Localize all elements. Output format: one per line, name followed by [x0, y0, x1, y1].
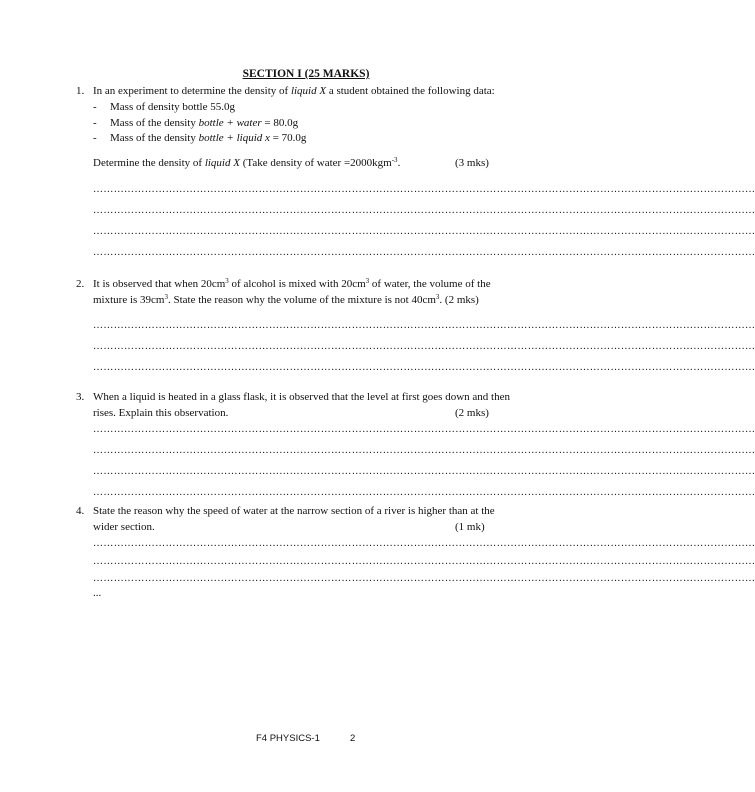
answer-line[interactable]: ………………………………………………………………………………………………………………………………………………………………………… [93, 205, 755, 216]
question-text: wider section. [93, 521, 155, 533]
answer-line[interactable]: ………………………………………………………………………………………………………………………………………………………………………… [93, 538, 755, 549]
bullet: - [93, 132, 97, 144]
question-text: It is observed that when $20cm^3$ of alcohol is mixed with $20cm^3$ of water, the volume of the [93, 277, 491, 290]
question-text: rises. Explain this observation. [93, 407, 229, 419]
question-number: 1. [76, 85, 85, 97]
question-text: When a liquid is heated in a glass flask, it is observed that the level at first goes down and then [93, 391, 510, 403]
question-text: In an experiment to determine the density of liquid X a student obtained the following data: [93, 85, 495, 97]
question-text: State the reason why the speed of water at the narrow section of a river is higher than at the [93, 505, 495, 517]
data-item: Mass of the density bottle + liquid x = 70.0g [110, 132, 307, 144]
answer-line[interactable]: ………………………………………………………………………………………………………………………………………………………………………… [93, 573, 755, 584]
bullet: - [93, 101, 97, 113]
question-number: 4. [76, 505, 85, 517]
answer-line[interactable]: ………………………………………………………………………………………………………………………………………………………………………… [93, 445, 755, 456]
footer-label: F4 PHYSICS-1 [256, 733, 320, 744]
question-number: 3. [76, 391, 85, 403]
answer-line[interactable]: ………………………………………………………………………………………………………………………………………………………………………… [93, 424, 755, 435]
question-text: mixture is $39cm^3$. State the reason why the volume of the mixture is not $40cm^3$. (2 mks) [93, 293, 479, 306]
data-item: Mass of density bottle 55.0g [110, 101, 235, 113]
answer-line[interactable]: ………………………………………………………………………………………………………………………………………………………………………… [93, 556, 755, 567]
answer-line[interactable]: ………………………………………………………………………………………………………………………………………………………………………… [93, 362, 755, 373]
answer-line[interactable]: ………………………………………………………………………………………………………………………………………………………………………… [93, 466, 755, 477]
marks-label: (3 mks) [455, 157, 489, 169]
marks-label: (1 mk) [455, 521, 485, 533]
answer-line[interactable]: ………………………………………………………………………………………………………………………………………………………………………… [93, 341, 755, 352]
answer-line[interactable]: ………………………………………………………………………………………………………………………………………………………………………… [93, 487, 755, 498]
marks-label: (2 mks) [455, 407, 489, 419]
answer-line[interactable]: ………………………………………………………………………………………………………………………………………………………………………… [93, 320, 755, 331]
section-title: SECTION I (25 MARKS) [242, 68, 370, 80]
question-number: 2. [76, 278, 85, 290]
bullet: - [93, 117, 97, 129]
answer-line[interactable]: ………………………………………………………………………………………………………………………………………………………………………… [93, 184, 755, 195]
question-task: Determine the density of liquid X (Take density of water =2000kgm$^{-3}$. [93, 156, 401, 169]
trailing-dots: ... [93, 587, 102, 599]
answer-line[interactable]: ………………………………………………………………………………………………………………………………………………………………………… [93, 226, 755, 237]
data-item: Mass of the density bottle + water = 80.0g [110, 117, 299, 129]
page-number: 2 [350, 733, 356, 744]
answer-line[interactable]: ………………………………………………………………………………………………………………………………………………………………………… [93, 247, 755, 258]
